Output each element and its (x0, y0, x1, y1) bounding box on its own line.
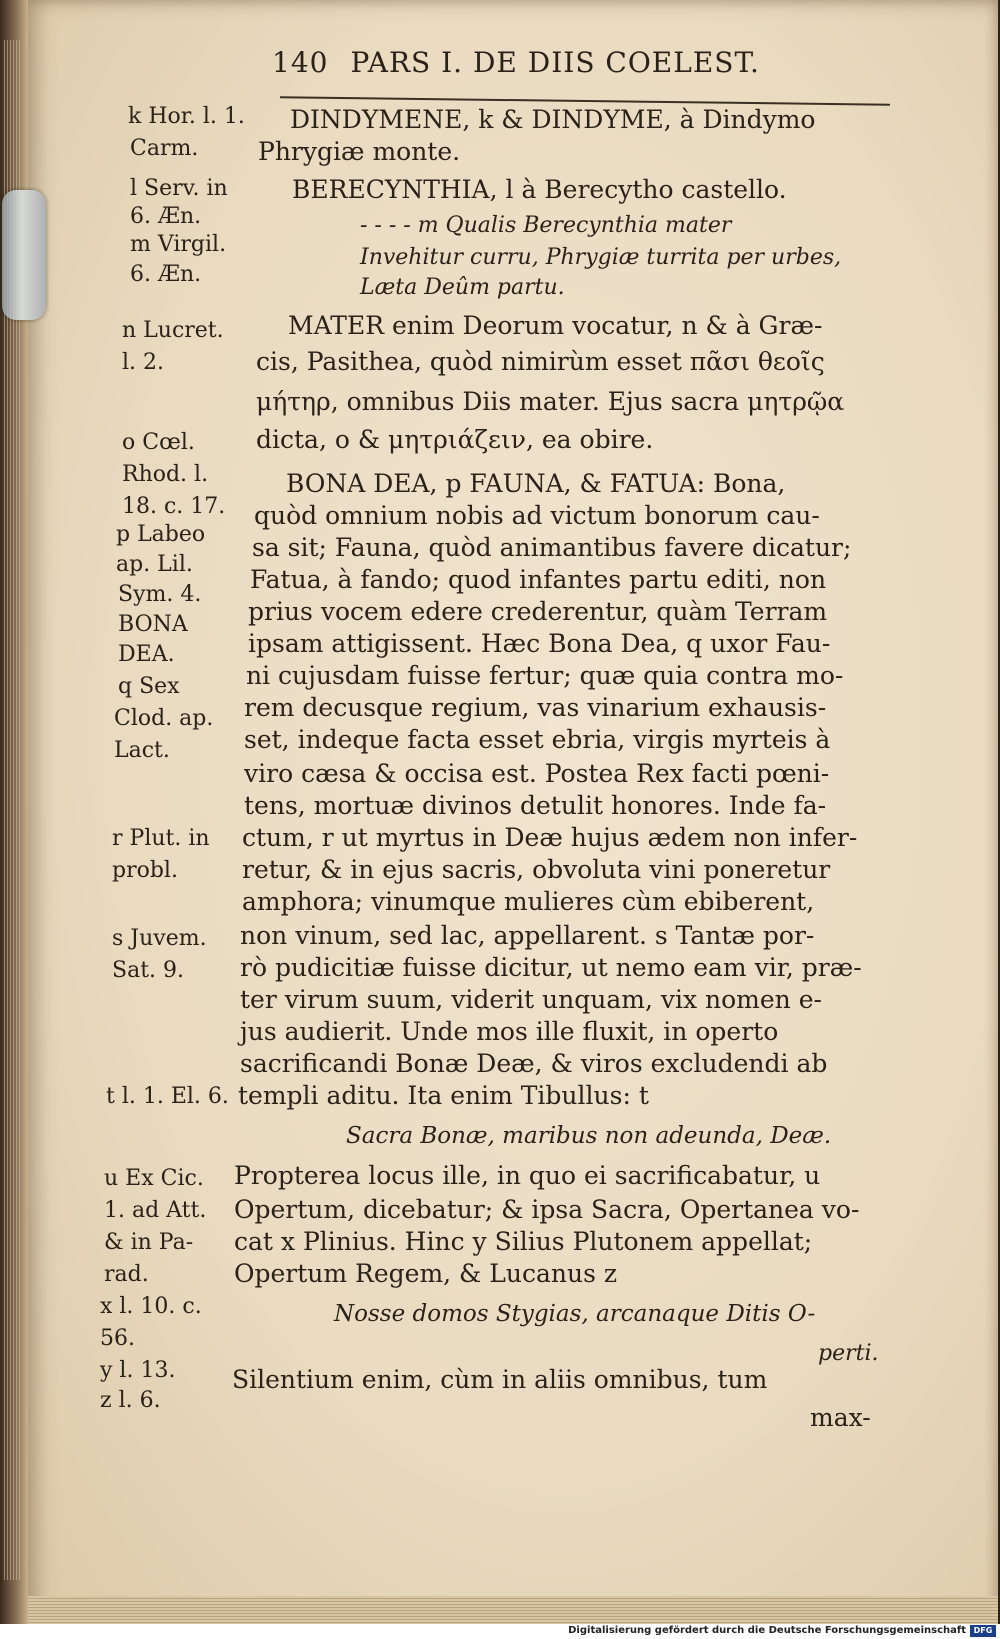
margin-note: o Cœl. (122, 430, 195, 455)
margin-note: k Hor. l. 1. (128, 104, 245, 129)
text-line: sacrificandi Bonæ Deæ, & viros excludendi ab (240, 1049, 828, 1078)
funding-credit: Digitalisierung gefördert durch die Deutsche Forschungsgemeinschaft (568, 1625, 966, 1636)
text-line: tens, mortuæ divinos detulit honores. Inde fa- (244, 791, 827, 820)
margin-note: BONA (118, 612, 188, 637)
text-line: BONA DEA, p FAUNA, & FATUA: Bona, (286, 469, 786, 498)
verse-line: Sacra Bonæ, maribus non adeunda, Deæ. (346, 1123, 832, 1149)
margin-note: q Sex (118, 674, 180, 699)
text-line: Silentium enim, cùm in aliis omnibus, tum (232, 1365, 768, 1394)
verse-line: Læta Deûm partu. (360, 275, 565, 300)
dfg-logo: DFG (970, 1625, 996, 1637)
margin-note: DEA. (118, 642, 175, 667)
running-title: PARS I. DE DIIS COELEST. (350, 46, 760, 79)
margin-note: 56. (100, 1326, 135, 1351)
text-line: ter virum suum, viderit unquam, vix nomen e- (240, 985, 822, 1014)
text-line: cis, Pasithea, quòd nimirùm esset πᾶσι θεοῖς (256, 347, 825, 376)
margin-note: Rhod. l. (122, 462, 209, 487)
text-line: amphora; vinumque mulieres cùm ebiberent, (242, 887, 815, 916)
margin-note: t l. 1. El. 6. (106, 1084, 229, 1109)
verse-line: Nosse domos Stygias, arcanaque Ditis O- (334, 1301, 816, 1327)
margin-note: Clod. ap. (114, 706, 214, 731)
verse-line: perti. (818, 1341, 879, 1366)
text-line: Opertum, dicebatur; & ipsa Sacra, Opertanea vo- (234, 1195, 860, 1224)
margin-note: y l. 13. (100, 1358, 176, 1383)
margin-note: ap. Lil. (116, 552, 193, 577)
text-line: non vinum, sed lac, appellarent. s Tantæ por- (240, 921, 815, 950)
text-line: quòd omnium nobis ad victum bonorum cau- (254, 501, 820, 530)
margin-note: Lact. (114, 738, 170, 763)
verse-line: Invehitur curru, Phrygiæ turrita per urbes, (360, 245, 842, 270)
page-clip (2, 190, 46, 320)
verse-line: - - - - m Qualis Berecynthia mater (360, 213, 732, 238)
margin-note: Sat. 9. (112, 958, 185, 983)
page-number: 140 (272, 46, 329, 79)
text-line: MATER enim Deorum vocatur, n & à Græ- (288, 311, 823, 340)
text-line: viro cæsa & occisa est. Postea Rex facti pœni- (244, 759, 830, 788)
margin-note: u Ex Cic. (104, 1166, 204, 1191)
text-line: ni cujusdam fuisse fertur; quæ quia contra mo- (246, 661, 844, 690)
text-line: μήτηρ, omnibus Diis mater. Ejus sacra μητρῷα (256, 387, 845, 416)
text-line: rò pudicitiæ fuisse dicitur, ut nemo eam vir, præ- (240, 953, 862, 982)
margin-note: l Serv. in (130, 176, 228, 201)
margin-note: p Labeo (116, 522, 206, 547)
margin-note: Sym. 4. (118, 582, 202, 607)
text-line: cat x Plinius. Hinc y Silius Plutonem appellat; (234, 1227, 813, 1256)
text-line: dicta, o & μητριάζειν, ea obire. (256, 425, 654, 454)
text-line: retur, & in ejus sacris, obvoluta vini poneretur (242, 855, 831, 884)
margin-note: n Lucret. (122, 318, 224, 343)
text-line: set, indeque facta esset ebria, virgis myrteis à (244, 725, 831, 754)
text-line: Propterea locus ille, in quo ei sacrificabatur, u (234, 1161, 821, 1190)
margin-note: 18. c. 17. (122, 494, 226, 519)
text-line: sa sit; Fauna, quòd animantibus favere dicatur; (252, 533, 852, 562)
margin-note: 6. Æn. (130, 204, 202, 229)
margin-note: 6. Æn. (130, 262, 202, 287)
text-line: Fatua, à fando; quod infantes partu editi, non (250, 565, 827, 594)
text-line: jus audierit. Unde mos ille fluxit, in operto (240, 1017, 779, 1046)
text-line: rem decusque regium, vas vinarium exhausis- (244, 693, 827, 722)
margin-note: r Plut. in (112, 826, 210, 851)
catchword: max- (810, 1403, 871, 1432)
margin-note: l. 2. (122, 350, 165, 375)
margin-note: x l. 10. c. (100, 1294, 202, 1319)
margin-note: s Juvem. (112, 926, 207, 951)
margin-note: m Virgil. (130, 232, 227, 257)
margin-note: z l. 6. (100, 1388, 161, 1413)
text-line: ctum, r ut myrtus in Deæ hujus ædem non infer- (242, 823, 858, 852)
margin-note: rad. (104, 1262, 149, 1287)
text-line: BERECYNTHIA, l à Berecytho castello. (292, 175, 787, 204)
text-line: prius vocem edere crederentur, quàm Terram (248, 597, 828, 626)
margin-note: probl. (112, 858, 178, 883)
footer-bar (0, 1624, 1000, 1639)
page-bottom-edges (28, 1596, 998, 1624)
text-line: ipsam attigissent. Hæc Bona Dea, q uxor Fau- (248, 629, 831, 658)
text-line: Phrygiæ monte. (258, 137, 461, 166)
running-head (272, 46, 760, 79)
text-line: Opertum Regem, & Lucanus z (234, 1259, 618, 1288)
text-line: templi aditu. Ita enim Tibullus: t (238, 1081, 649, 1110)
margin-note: 1. ad Att. (104, 1198, 207, 1223)
margin-note: Carm. (130, 136, 199, 161)
margin-note: & in Pa- (104, 1230, 194, 1255)
text-line: DINDYMENE, k & DINDYME, à Dindymo (290, 105, 816, 134)
